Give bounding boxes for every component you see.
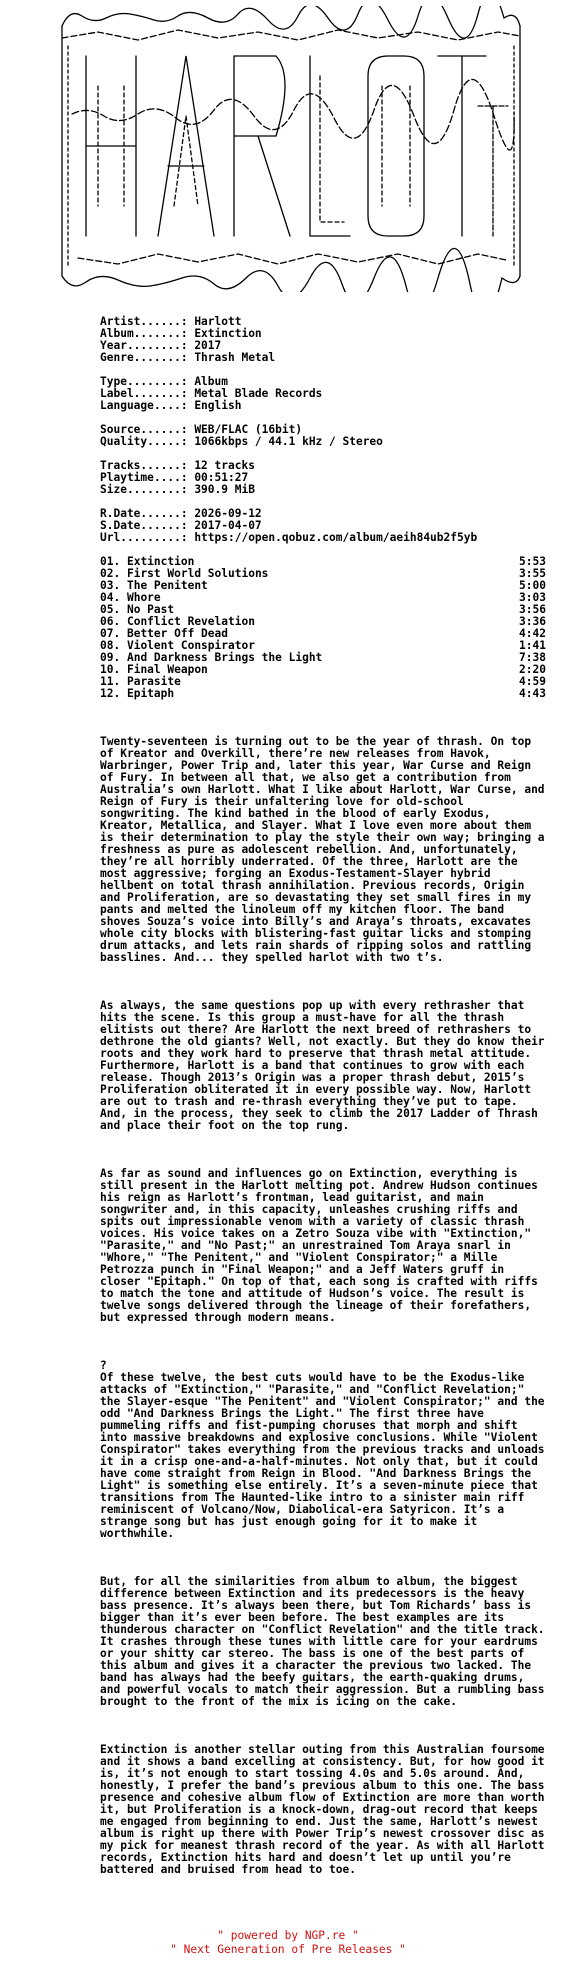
language-value: English [194, 399, 242, 412]
track-time: 5:00 [519, 579, 546, 592]
track-time: 1:41 [519, 639, 546, 652]
year-label: Year........: [100, 339, 188, 352]
track-title: Final Weapon [126, 663, 208, 676]
track-time: 4:42 [519, 627, 546, 640]
tracks-label: Tracks......: [100, 459, 188, 472]
source-value: WEB/FLAC (16bit) [194, 423, 303, 436]
release-info-source [100, 424, 383, 448]
language-label: Language....: [100, 399, 188, 412]
type-label: Type........: [100, 375, 188, 388]
track-time: 3:36 [519, 615, 546, 628]
release-info-basic [100, 316, 275, 364]
track-title: The Penitent [126, 579, 208, 592]
album-label: Album.......: [100, 327, 188, 340]
rdate-value: 2026-09-12 [194, 507, 262, 520]
track-number: 08. [100, 639, 121, 652]
genre-label: Genre.......: [100, 351, 188, 364]
track-number: 05. [100, 603, 121, 616]
track-time: 4:59 [519, 675, 546, 688]
quality-value: 1066kbps / 44.1 kHz / Stereo [194, 435, 383, 448]
track-time: 2:20 [519, 663, 546, 676]
track-time: 3:55 [519, 567, 546, 580]
track-title: Parasite [126, 675, 181, 688]
track-number: 09. [100, 651, 121, 664]
review-paragraph: As always, the same questions pop up with every rethrasher that hits the scene. Is this group a must-have for all the thrash elitists out there? Are Harlott the next breed of rethrashers to dethrone the old giants? Well, not exactly. But they do know their roots and they work hard to preserve that thrash metal attitude. Furthermore, Harlott is a band that continues to grow with each release. Though 2013’s Origin was a proper thrash debut, 2015’s Proliferation obliterated it in every possible way. Now, Harlott are out to trash and re-thrash everything they’ve put to tape. And, in the process, they seek to climb the 2017 Ladder of Thrash and place their foot on the top rung. [100, 999, 552, 1132]
track-time: 5:53 [519, 555, 546, 568]
track-title: And Darkness Brings the Light [126, 651, 323, 664]
album-review [100, 712, 552, 1912]
size-label: Size........: [100, 483, 188, 496]
track-time: 7:38 [519, 651, 546, 664]
track-number: 03. [100, 579, 121, 592]
track-title: Whore [126, 591, 161, 604]
url-value[interactable]: https://open.qobuz.com/album/aeih84ub2f5yb [194, 531, 478, 544]
track-time: 4:43 [519, 687, 546, 700]
track-number: 12. [100, 687, 121, 700]
playtime-value: 00:51:27 [194, 471, 249, 484]
album-value: Extinction [194, 327, 262, 340]
track-title: Violent Conspirator [126, 639, 255, 652]
track-number: 02. [100, 567, 121, 580]
type-value: Album [194, 375, 228, 388]
release-info-label [100, 376, 322, 412]
track-title: Extinction [126, 555, 195, 568]
review-paragraph: ? Of these twelve, the best cuts would have to be the Exodus-like attacks of "Extinction," "Parasite," and "Conflict Revelation;" the Slayer-esque "The Penitent" and "Violent Conspirator;" and the odd "And Darkness Brings the Light." The first three have pummeling riffs and fist-pumping choruses that morph and shift into massive breakdowns and explosive conclusions. While "Violent Conspirator" takes everything from the previous tracks and unloads it in a crisp one-and-a-half-minutes. Not only that, but it could have come straight from Reign in Blood. "And Darkness Brings the Light" is something else entirely. It’s a seven-minute piece that transitions from The Haunted-like intro to a sinister main riff reminiscent of Volcano/Now, Diabolical-era Satyricon. It’s a strange song but has just enough going for it to make it worthwhile. [100, 1359, 545, 1540]
quality-label: Quality.....: [100, 435, 188, 448]
track-row [100, 688, 546, 700]
track-number: 06. [100, 615, 121, 628]
source-label: Source......: [100, 423, 188, 436]
track-number: 11. [100, 675, 121, 688]
playtime-label: Playtime....: [100, 471, 188, 484]
track-title: First World Solutions [126, 567, 269, 580]
release-info-dates [100, 508, 477, 544]
sdate-label: S.Date......: [100, 519, 188, 532]
track-time: 3:56 [519, 603, 546, 616]
record-label-value: Metal Blade Records [194, 387, 323, 400]
url-label: Url.........: [100, 531, 188, 544]
review-paragraph: As far as sound and influences go on Extinction, everything is still present in the Harlott melting pot. Andrew Hudson continues his reign as Harlott’s frontman, lead guitarist, and main songwriter and, in this capacity, unleashes crushing riffs and spits out impressionable venom with a variety of classic thrash voices. His voice takes on a Zetro Souza vibe with "Extinction," "Parasite," and "No Past;" an unrestrained Tom Araya snarl in "Whore," "The Penitent," and "Violent Conspirator;" a Mille Petrozza punch in "Final Weapon;" and a Jeff Waters gruff in closer "Epitaph." On top of that, each song is crafted with riffs to match the tone and attitude of Hudson’s voice. The result is twelve songs delivered through the lineage of their forefathers, but expressed through modern means. [100, 1167, 545, 1324]
genre-value: Thrash Metal [194, 351, 276, 364]
sdate-value: 2017-04-07 [194, 519, 262, 532]
artist-value: Harlott [194, 315, 242, 328]
review-paragraph: Twenty-seventeen is turning out to be the year of thrash. On top of Kreator and Overkill, there’re new releases from Havok, Warbringer, Power Trip and, later this year, War Curse and Reign of Fury. In between all that, we also get a contribution from Australia’s own Harlott. What I like about Harlott, War Curse, and Reign of Fury is their unfaltering love for old-school songwriting. The kind bathed in the blood of early Exodus, Kreator, Metallica, and Slayer. What I love even more about them is their determination to play the style their own way; bringing a freshness as pure as adolescent rebellion. And, unfortunately, they’re all horribly underrated. Of the three, Harlott are the most aggressive; forging an Exodus-Testament-Slayer hybrid hellbent on total thrash annihilation. Previous records, Origin and Proliferation, are so devastating they set small fires in my pants and melted the linoleum off my kitchen floor. The band shoves Souza’s voice into Billy’s and Araya’s throats, excavates whole city blocks with blistering-fast guitar licks and stomping drum attacks, and lets rain shards of ripping solos and rattling basslines. And... they spelled harlot with two t’s. [100, 735, 552, 964]
footer-powered-by: " powered by NGP.re " [217, 1929, 359, 1942]
rdate-label: R.Date......: [100, 507, 188, 520]
ascii-art-band-logo-icon [58, 6, 522, 292]
track-row [100, 580, 546, 592]
track-number: 10. [100, 663, 121, 676]
footer-tagline: " Next Generation of Pre Releases " [170, 1943, 406, 1956]
track-title: No Past [126, 603, 175, 616]
track-time: 3:03 [519, 591, 546, 604]
record-label-label: Label.......: [100, 387, 188, 400]
track-title: Epitaph [126, 687, 175, 700]
track-title: Better Off Dead [126, 627, 229, 640]
tracks-value: 12 tracks [194, 459, 255, 472]
review-paragraph: Extinction is another stellar outing from this Australian foursome and it shows a band excelling at consistency. But, for how good it is, it’s not enough to start tossing 4.0s and 5.0s around. And, honestly, I prefer the band’s previous album to this one. The bass presence and cohesive album flow of Extinction are more than worth it, but Proliferation is a knock-down, drag-out record that keeps me engaged from beginning to end. Just the same, Harlott’s newest album is right up there with Power Trip’s newest crossover disc as my pick for meanest thrash record of the year. As with all Harlott records, Extinction hits hard and doesn’t let up until you’re battered and bruised from head to toe. [100, 1743, 552, 1876]
artist-label: Artist......: [100, 315, 188, 328]
track-number: 01. [100, 555, 121, 568]
tracklist [100, 556, 546, 700]
track-number: 07. [100, 627, 121, 640]
size-value: 390.9 MiB [194, 483, 255, 496]
release-info-tracks [100, 460, 255, 496]
year-value: 2017 [194, 339, 222, 352]
track-title: Conflict Revelation [126, 615, 255, 628]
review-paragraph: But, for all the similarities from album to album, the biggest difference between Extinction and its predecessors is the heavy bass presence. It’s always been there, but Tom Richards’ bass is bigger than it’s ever been before. The best examples are its thunderous character on "Conflict Revelation" and the title track. It crashes through these tunes with little care for your eardrums or your shitty car stereo. The bass is one of the best parts of this album and gives it a character the previous two lacked. The band has always had the beefy guitars, the earth-quaking drums, and powerful vocals to match their aggression. But a rumbling bass brought to the front of the mix is icing on the cake. [100, 1575, 552, 1708]
track-number: 04. [100, 591, 121, 604]
